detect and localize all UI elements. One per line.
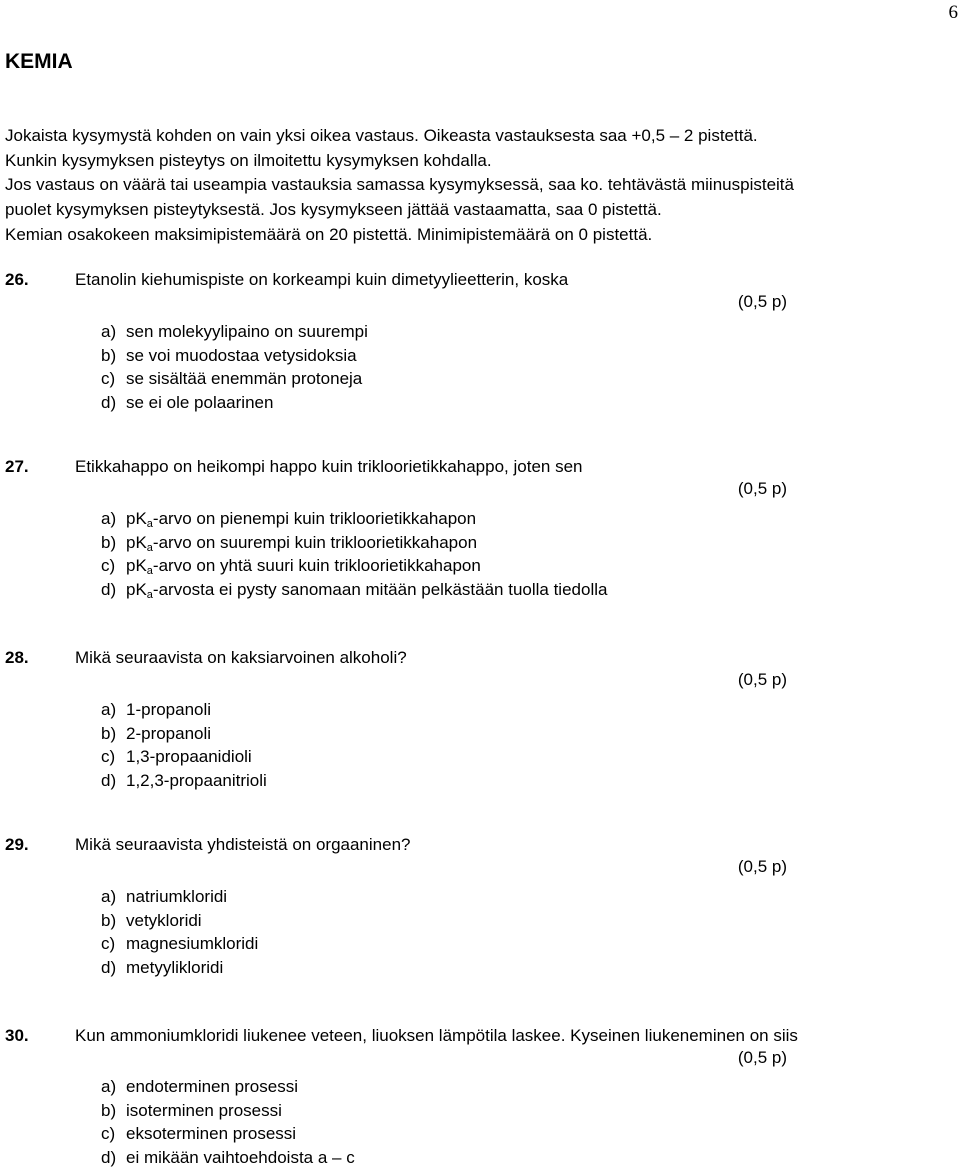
option-text: 1-propanoli [126, 700, 212, 719]
option-letter: c) [101, 747, 116, 767]
option-letter: d) [101, 770, 117, 790]
option-list [5, 885, 955, 979]
option-letter: d) [101, 392, 117, 412]
option-list [5, 320, 955, 414]
option-letter: a) [101, 887, 117, 906]
option-text: endoterminen prosessi [126, 1077, 298, 1096]
option-letter: b) [101, 532, 117, 552]
option-rest: -arvosta ei pysty sanomaan mitään pelkästään tuolla tiedolla [152, 579, 608, 599]
pk-subscript: a [146, 518, 153, 530]
option-d[interactable] [5, 1146, 955, 1169]
option-letter: c) [101, 556, 116, 576]
option-c[interactable] [5, 1122, 955, 1146]
instruction-line: puolet kysymyksen pisteytyksestä. Jos kysymykseen jättää vastaamatta, saa 0 pistettä. [5, 200, 662, 220]
option-b[interactable] [5, 531, 955, 555]
option-letter: a) [101, 700, 117, 719]
option-d[interactable] [5, 769, 955, 793]
question-number: 29. [5, 835, 29, 854]
option-b[interactable] [5, 1099, 955, 1123]
instruction-line: Kemian osakokeen maksimipistemäärä on 20 pistettä. Minimipistemäärä on 0 pistettä. [5, 224, 653, 244]
question-points: (0,5 p) [737, 670, 787, 689]
option-text [126, 578, 607, 608]
option-a[interactable] [5, 507, 955, 531]
option-list [5, 698, 955, 792]
option-b[interactable] [5, 344, 955, 368]
question-text: Mikä seuraavista yhdisteistä on orgaaninen? [75, 835, 411, 854]
option-c[interactable] [5, 367, 955, 391]
question-text: Mikä seuraavista on kaksiarvoinen alkoholi? [75, 648, 407, 667]
pk-subscript: a [146, 565, 153, 578]
option-letter: b) [101, 910, 117, 930]
pk-subscript: a [146, 588, 153, 601]
option-rest: -arvo on yhtä suuri kuin trikloorietikkahapon [152, 556, 481, 576]
option-rest: -arvo on suurempi kuin trikloorietikkahapon [152, 532, 478, 552]
option-rest: -arvo on pienempi kuin trikloorietikkahapon [152, 509, 477, 528]
option-text: eksoterminen prosessi [126, 1124, 297, 1144]
instructions [5, 124, 955, 248]
instruction-line: Jokaista kysymystä kohden on vain yksi oikea vastaus. Oikeasta vastauksesta saa +0,5 – 2 pistettä. [5, 126, 758, 145]
option-b[interactable] [5, 722, 955, 746]
option-text: 2-propanoli [126, 723, 212, 743]
question-30 [5, 1024, 955, 1169]
option-letter: b) [101, 1100, 117, 1120]
pk-symbol: pK [126, 556, 147, 576]
option-text: ei mikään vaihtoehdoista a – c [126, 1147, 355, 1167]
option-letter: a) [101, 322, 117, 341]
question-points: (0,5 p) [737, 479, 787, 498]
option-letter: a) [101, 1077, 117, 1096]
option-a[interactable] [5, 885, 955, 909]
option-letter: c) [101, 1124, 116, 1144]
pk-symbol: pK [126, 509, 147, 528]
option-letter: c) [101, 934, 116, 954]
option-c[interactable] [5, 554, 955, 578]
option-letter: b) [101, 345, 117, 365]
option-text: metyylikloridi [126, 957, 224, 977]
pk-symbol: pK [126, 532, 147, 552]
question-text: Kun ammoniumkloridi liukenee veteen, liuoksen lämpötila laskee. Kyseinen liukeneminen on siis [75, 1026, 798, 1045]
option-letter: b) [101, 723, 117, 743]
question-number: 30. [5, 1026, 29, 1045]
page-number: 6 [948, 2, 958, 23]
section-heading: KEMIA [5, 50, 73, 73]
option-letter: d) [101, 1147, 117, 1167]
question-number: 28. [5, 648, 29, 667]
option-a[interactable] [5, 698, 955, 722]
option-d[interactable] [5, 578, 955, 602]
instruction-line: Kunkin kysymyksen pisteytys on ilmoitettu kysymyksen kohdalla. [5, 150, 492, 170]
option-letter: a) [101, 509, 117, 528]
option-a[interactable] [5, 1075, 955, 1099]
pk-symbol: pK [126, 579, 147, 599]
option-text: isoterminen prosessi [126, 1100, 282, 1120]
option-text: sen molekyylipaino on suurempi [126, 322, 368, 341]
question-text: Etikkahappo on heikompi happo kuin trikloorietikkahappo, joten sen [75, 457, 583, 476]
option-text: 1,3-propaanidioli [126, 747, 252, 767]
option-c[interactable] [5, 745, 955, 769]
question-text: Etanolin kiehumispiste on korkeampi kuin dimetyylieetterin, koska [75, 270, 569, 289]
option-letter: d) [101, 957, 117, 977]
option-a[interactable] [5, 320, 955, 344]
option-d[interactable] [5, 956, 955, 980]
pk-subscript: a [146, 541, 153, 554]
question-29 [5, 833, 955, 979]
option-text: vetykloridi [126, 910, 202, 930]
option-text: magnesiumkloridi [126, 934, 259, 954]
option-text: natriumkloridi [126, 887, 228, 906]
question-28 [5, 646, 955, 792]
option-text: 1,2,3-propaanitrioli [126, 770, 267, 790]
question-26 [5, 268, 955, 414]
question-points: (0,5 p) [737, 292, 787, 311]
option-b[interactable] [5, 909, 955, 933]
question-points: (0,5 p) [737, 857, 787, 876]
option-d[interactable] [5, 391, 955, 415]
instruction-line: Jos vastaus on väärä tai useampia vastauksia samassa kysymyksessä, saa ko. tehtävästä miinuspisteitä [5, 175, 794, 195]
option-text: se voi muodostaa vetysidoksia [126, 345, 357, 365]
option-list [5, 1075, 955, 1169]
option-letter: d) [101, 579, 117, 599]
option-list [5, 507, 955, 601]
option-text: se ei ole polaarinen [126, 392, 274, 412]
question-number: 27. [5, 457, 29, 476]
question-points: (0,5 p) [737, 1048, 787, 1067]
option-text: se sisältää enemmän protoneja [126, 369, 363, 389]
question-27 [5, 455, 955, 601]
option-c[interactable] [5, 932, 955, 956]
option-letter: c) [101, 369, 116, 389]
question-number: 26. [5, 270, 29, 289]
